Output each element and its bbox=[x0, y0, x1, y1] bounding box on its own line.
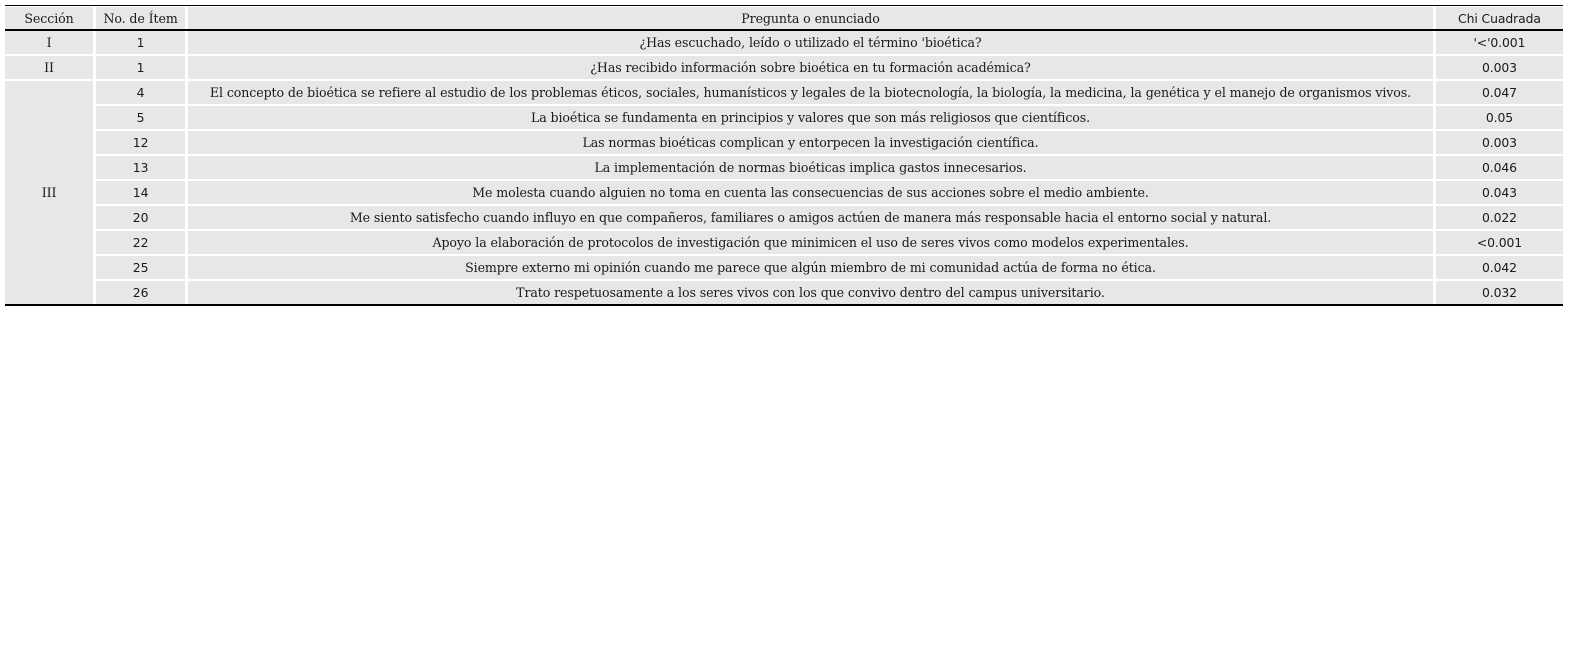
cell-item-number: 13 bbox=[96, 156, 185, 179]
header-chi-square: Chi Cuadrada bbox=[1436, 7, 1563, 29]
table-row bbox=[5, 231, 1563, 254]
cell-item-number: 1 bbox=[96, 31, 185, 54]
cell-section-merged: III bbox=[5, 81, 93, 304]
cell-question: Apoyo la elaboración de protocolos de investigación que minimicen el uso de seres vivos como modelos experimentales. bbox=[188, 231, 1433, 254]
cell-chi-square: '<'0.001 bbox=[1436, 31, 1563, 54]
table-row bbox=[5, 31, 1563, 54]
cell-chi-square: 0.043 bbox=[1436, 181, 1563, 204]
cell-chi-square: 0.046 bbox=[1436, 156, 1563, 179]
table-row bbox=[5, 81, 1563, 104]
table-top-rule bbox=[5, 5, 1563, 6]
cell-question: Siempre externo mi opinión cuando me parece que algún miembro de mi comunidad actúa de forma no ética. bbox=[188, 256, 1433, 279]
cell-item-number: 26 bbox=[96, 281, 185, 304]
table-row bbox=[5, 106, 1563, 129]
cell-question: ¿Has escuchado, leído o utilizado el término 'bioética? bbox=[188, 31, 1433, 54]
cell-section: II bbox=[5, 56, 93, 79]
cell-question: Trato respetuosamente a los seres vivos con los que convivo dentro del campus universitario. bbox=[188, 281, 1433, 304]
cell-chi-square: 0.022 bbox=[1436, 206, 1563, 229]
cell-question: ¿Has recibido información sobre bioética en tu formación académica? bbox=[188, 56, 1433, 79]
cell-question: Me siento satisfecho cuando influyo en que compañeros, familiares o amigos actúen de manera más responsable hacia el entorno social y natural. bbox=[188, 206, 1433, 229]
cell-item-number: 22 bbox=[96, 231, 185, 254]
table-row bbox=[5, 281, 1563, 304]
cell-item-number: 25 bbox=[96, 256, 185, 279]
table-row bbox=[5, 181, 1563, 204]
header-section: Sección bbox=[5, 7, 93, 29]
cell-question: El concepto de bioética se refiere al estudio de los problemas éticos, sociales, humanísticos y legales de la biotecnología, la biología, la medicina, la genética y el manejo de organismos vivos. bbox=[188, 81, 1433, 104]
header-question: Pregunta o enunciado bbox=[188, 7, 1433, 29]
cell-chi-square: 0.003 bbox=[1436, 131, 1563, 154]
cell-item-number: 20 bbox=[96, 206, 185, 229]
cell-question: Las normas bioéticas complican y entorpecen la investigación científica. bbox=[188, 131, 1433, 154]
cell-question: Me molesta cuando alguien no toma en cuenta las consecuencias de sus acciones sobre el medio ambiente. bbox=[188, 181, 1433, 204]
table-header-rule bbox=[5, 29, 1563, 31]
cell-section: I bbox=[5, 31, 93, 54]
table-bottom-rule bbox=[5, 304, 1563, 306]
table-row bbox=[5, 156, 1563, 179]
cell-chi-square: 0.042 bbox=[1436, 256, 1563, 279]
chi-square-results-table bbox=[2, 5, 1566, 306]
header-item-number: No. de Ítem bbox=[96, 7, 185, 29]
cell-question: La implementación de normas bioéticas implica gastos innecesarios. bbox=[188, 156, 1433, 179]
cell-chi-square: 0.05 bbox=[1436, 106, 1563, 129]
table-row bbox=[5, 256, 1563, 279]
table-header-row bbox=[5, 7, 1563, 29]
cell-chi-square: 0.003 bbox=[1436, 56, 1563, 79]
cell-item-number: 14 bbox=[96, 181, 185, 204]
cell-item-number: 1 bbox=[96, 56, 185, 79]
cell-chi-square: 0.032 bbox=[1436, 281, 1563, 304]
table-row bbox=[5, 206, 1563, 229]
cell-question: La bioética se fundamenta en principios y valores que son más religiosos que científicos. bbox=[188, 106, 1433, 129]
cell-chi-square: 0.047 bbox=[1436, 81, 1563, 104]
cell-item-number: 5 bbox=[96, 106, 185, 129]
results-table-container bbox=[5, 5, 1563, 306]
cell-chi-square: <0.001 bbox=[1436, 231, 1563, 254]
table-row bbox=[5, 56, 1563, 79]
table-row bbox=[5, 131, 1563, 154]
cell-item-number: 4 bbox=[96, 81, 185, 104]
cell-item-number: 12 bbox=[96, 131, 185, 154]
